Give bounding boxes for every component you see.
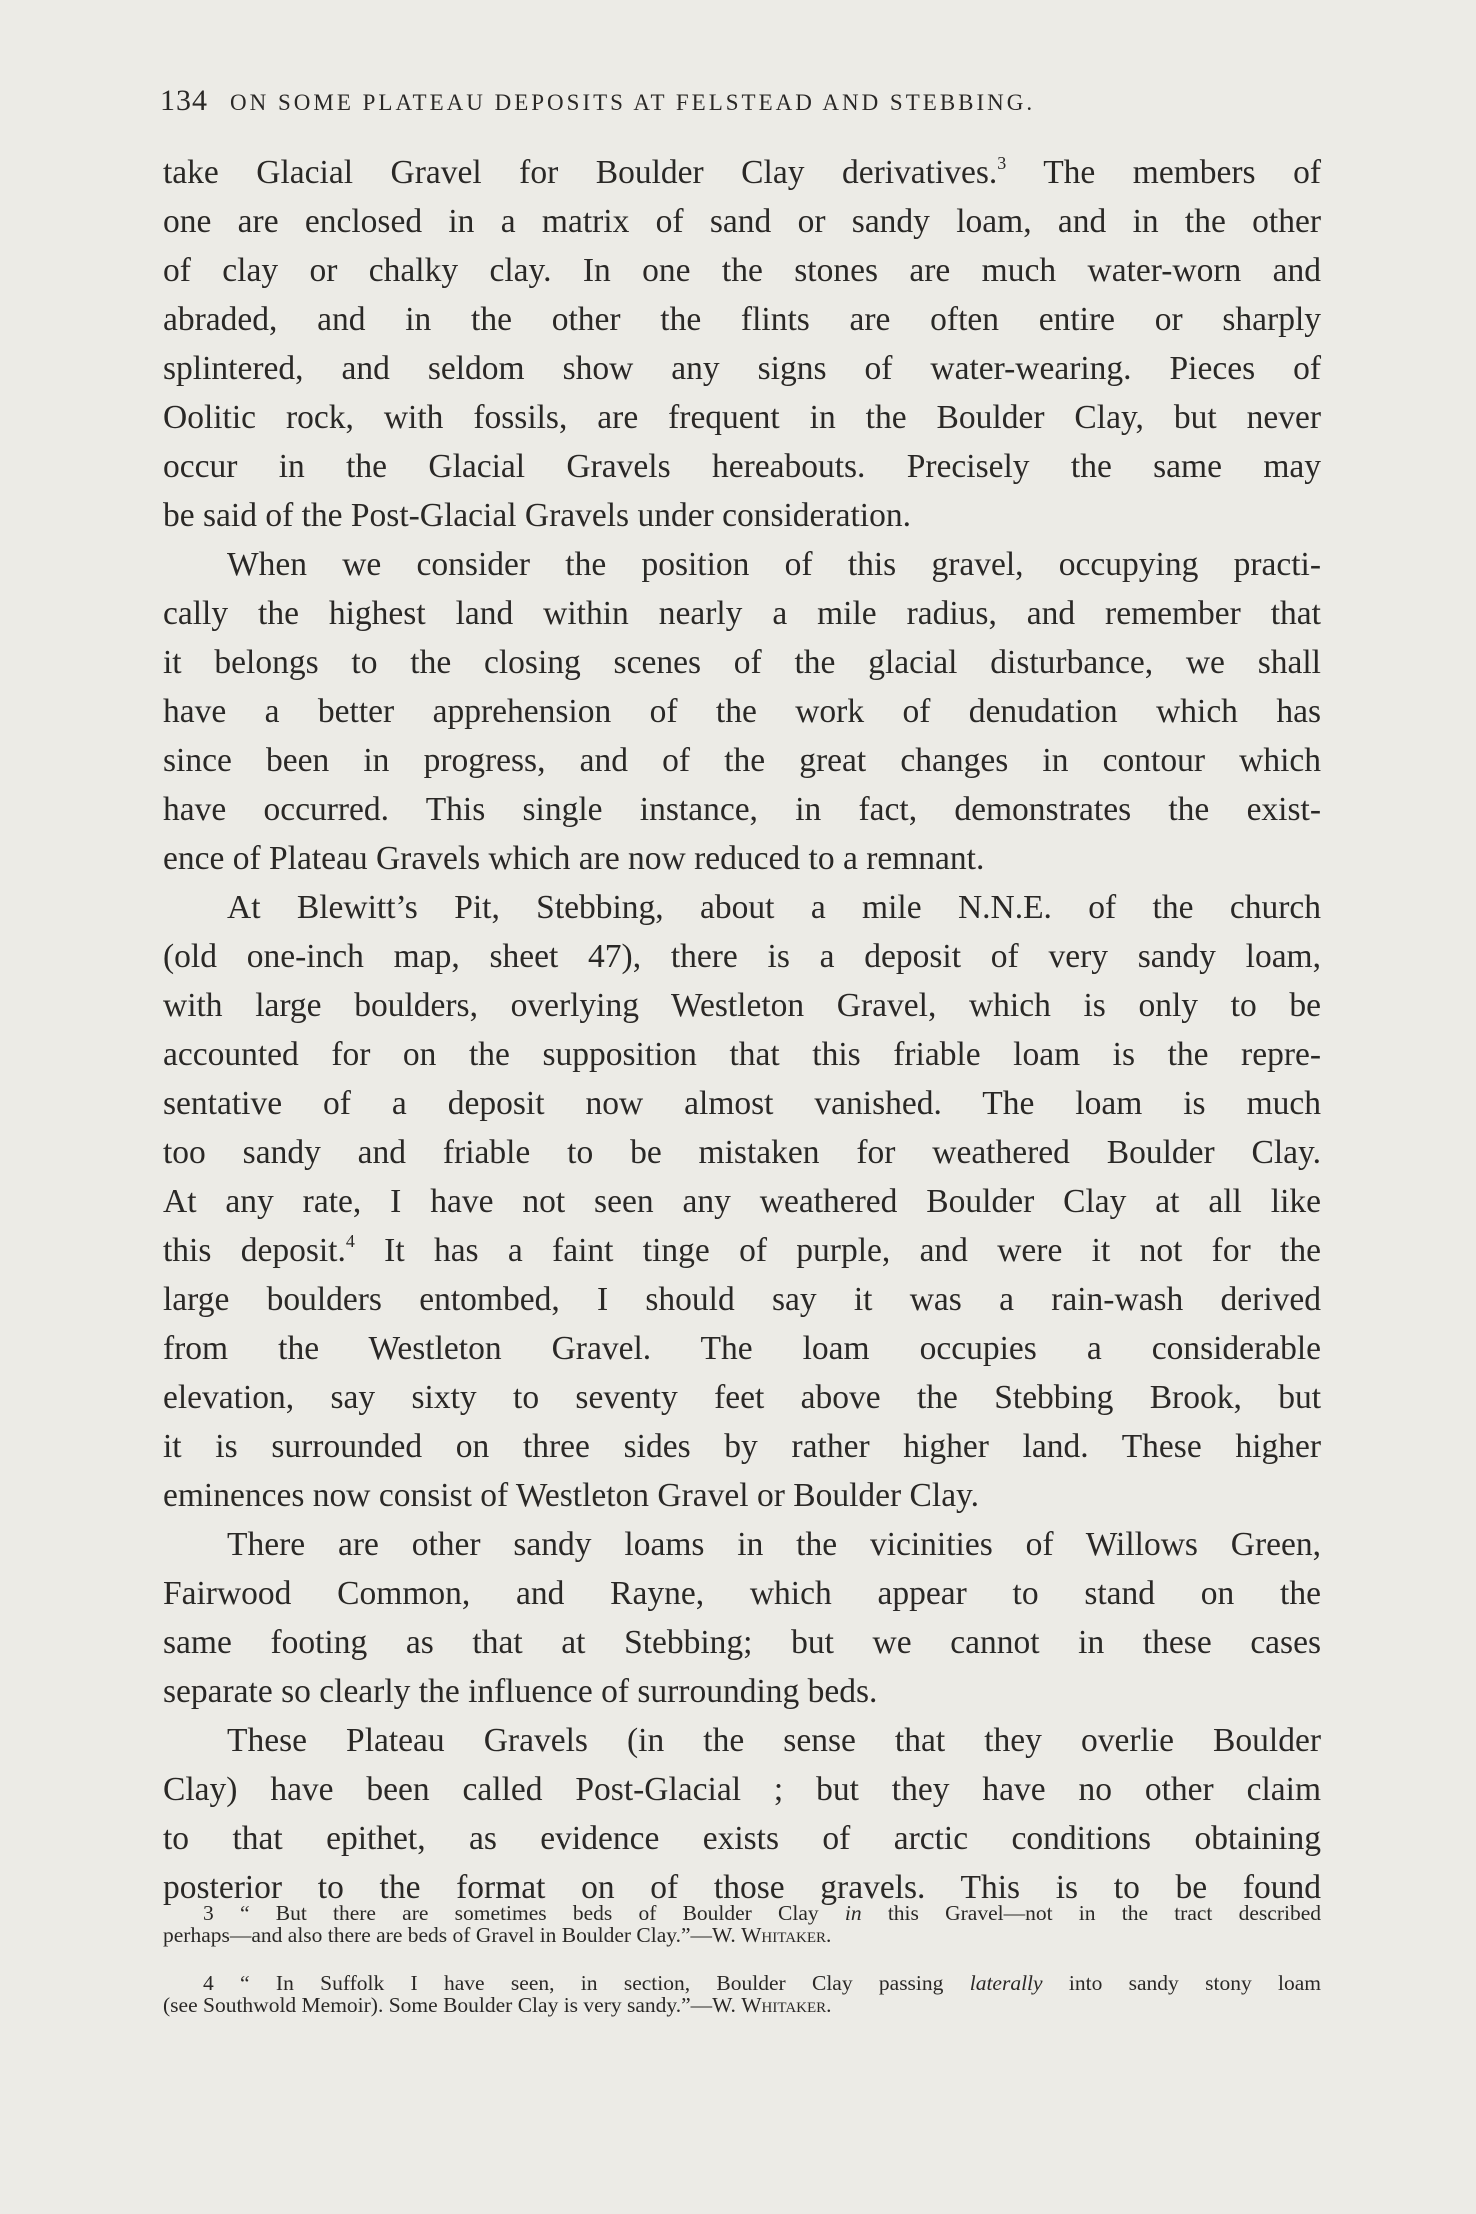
text-line: large boulders entombed, I should say it was a rain-wash derived: [163, 1281, 1321, 1318]
text-line: Fairwood Common, and Rayne, which appear to stand on the: [163, 1575, 1321, 1612]
body-text: [163, 148, 1321, 1912]
running-title: ON SOME PLATEAU DEPOSITS AT FELSTEAD AND STEBBING.: [230, 90, 1036, 115]
text-line: same footing as that at Stebbing; but we cannot in these cases: [163, 1624, 1321, 1661]
text-line: posterior to the format on of those gravels. This is to be found: [163, 1869, 1321, 1906]
text-line: When we consider the position of this gravel, occupying practi-: [227, 546, 1321, 583]
text-line: elevation, say sixty to seventy feet above the Stebbing Brook, but: [163, 1379, 1321, 1416]
text-line: sentative of a deposit now almost vanished. The loam is much: [163, 1085, 1321, 1122]
footnote-3: 3 “ But there are sometimes beds of Boulder Clay in this Gravel—not in the tract described: [203, 1901, 1321, 1925]
running-header: [160, 84, 1320, 118]
text-line: it is surrounded on three sides by rather higher land. These higher: [163, 1428, 1321, 1465]
text-line: ence of Plateau Gravels which are now reduced to a remnant.: [163, 840, 985, 877]
text-line: splintered, and seldom show any signs of water-wearing. Pieces of: [163, 350, 1321, 387]
footnote-ref-3: 3: [997, 153, 1007, 173]
text-line: be said of the Post-Glacial Gravels under consideration.: [163, 497, 911, 534]
text-line: eminences now consist of Westleton Gravel or Boulder Clay.: [163, 1477, 980, 1514]
footnote-3-cont: perhaps—and also there are beds of Gravel in Boulder Clay.”—W. Whitaker.: [163, 1923, 832, 1947]
text-line: These Plateau Gravels (in the sense that they overlie Boulder: [227, 1722, 1321, 1759]
text-line: one are enclosed in a matrix of sand or sandy loam, and in the other: [163, 203, 1321, 240]
text-line: to that epithet, as evidence exists of arctic conditions obtaining: [163, 1820, 1321, 1857]
footnote-4: 4 “ In Suffolk I have seen, in section, Boulder Clay passing laterally into sandy stony loam: [203, 1971, 1321, 1995]
text-line: cally the highest land within nearly a mile radius, and remember that: [163, 595, 1321, 632]
text-line: since been in progress, and of the great changes in contour which: [163, 742, 1321, 779]
text-line: too sandy and friable to be mistaken for weathered Boulder Clay.: [163, 1134, 1321, 1171]
text-line: occur in the Glacial Gravels hereabouts. Precisely the same may: [163, 448, 1321, 485]
text-line: with large boulders, overlying Westleton Gravel, which is only to be: [163, 987, 1321, 1024]
text-line: have occurred. This single instance, in fact, demonstrates the exist-: [163, 791, 1321, 828]
page-number: 134: [160, 84, 208, 117]
text-line: have a better apprehension of the work of denudation which has: [163, 693, 1321, 730]
text-line: it belongs to the closing scenes of the glacial disturbance, we shall: [163, 644, 1321, 681]
text-line: of clay or chalky clay. In one the stones are much water-worn and: [163, 252, 1321, 289]
text-line: At Blewitt’s Pit, Stebbing, about a mile N.N.E. of the church: [227, 889, 1321, 926]
text-line: from the Westleton Gravel. The loam occupies a considerable: [163, 1330, 1321, 1367]
text-line: There are other sandy loams in the vicinities of Willows Green,: [227, 1526, 1321, 1563]
text-line: take Glacial Gravel for Boulder Clay derivatives.$^3$ The members of: [163, 153, 1321, 191]
footnotes: [163, 1902, 1321, 2016]
text-line: separate so clearly the influence of surrounding beds.: [163, 1673, 878, 1710]
text-line: abraded, and in the other the flints are often entire or sharply: [163, 301, 1321, 338]
footnote-ref-4: 4: [345, 1231, 355, 1251]
text-line: Oolitic rock, with fossils, are frequent in the Boulder Clay, but never: [163, 399, 1321, 436]
text-line: this deposit.$^4$ It has a faint tinge of purple, and were it not for the: [163, 1231, 1321, 1269]
footnote-4-cont: (see Southwold Memoir). Some Boulder Clay is very sandy.”—W. Whitaker.: [163, 1993, 832, 2017]
text-line: (old one-inch map, sheet 47), there is a deposit of very sandy loam,: [163, 938, 1321, 975]
text-line: Clay) have been called Post-Glacial ; but they have no other claim: [163, 1771, 1321, 1808]
text-line: accounted for on the supposition that this friable loam is the repre-: [163, 1036, 1321, 1073]
text-line: At any rate, I have not seen any weathered Boulder Clay at all like: [163, 1183, 1321, 1220]
